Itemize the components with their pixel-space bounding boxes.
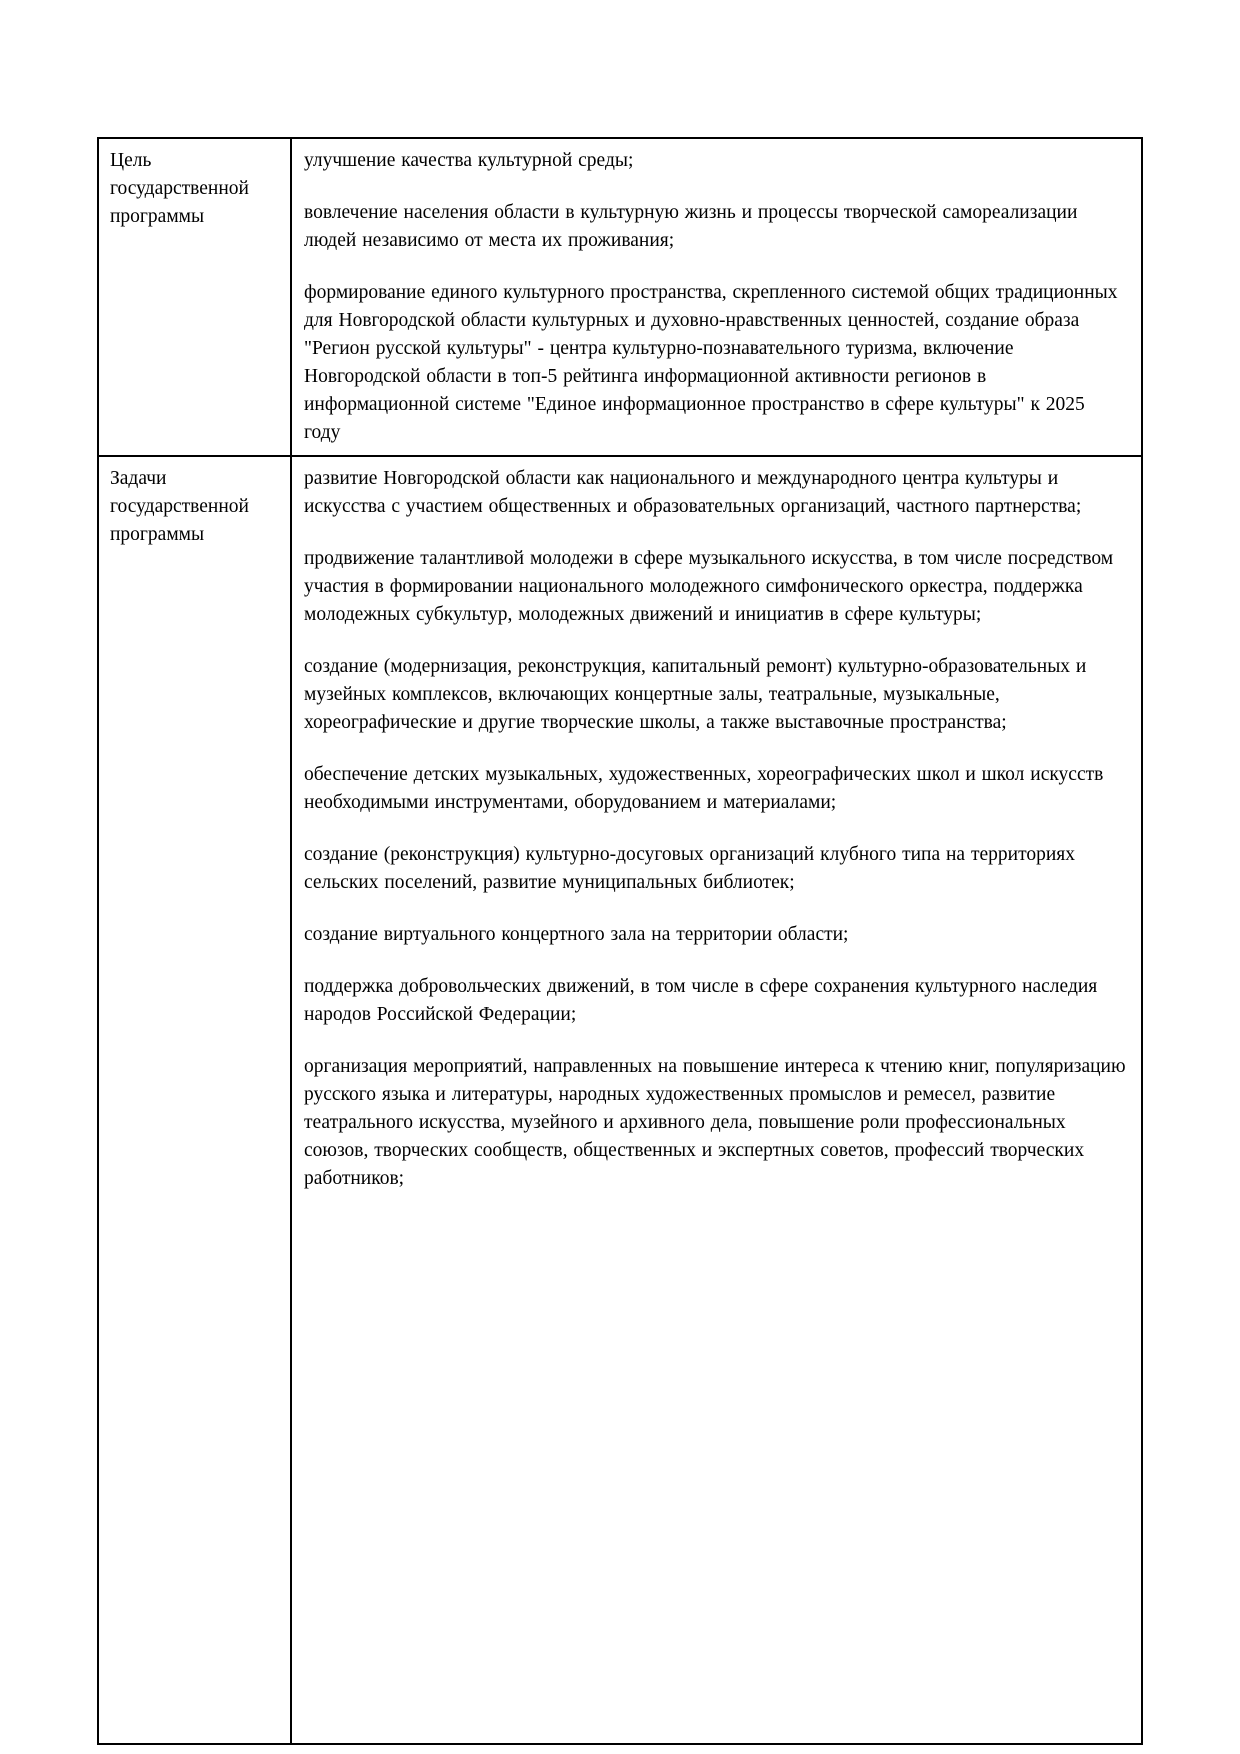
- tasks-row-label: Задачи государственной программы: [110, 468, 249, 545]
- table-row-tasks: [99, 457, 1141, 1743]
- task-paragraph: развитие Новгородской области как национального и международного центра культуры и искусства с участием общественных и образовательных организаций, частного партнерства;: [304, 468, 1082, 517]
- tasks-content-cell: [292, 457, 1141, 1743]
- goal-label-cell: [99, 139, 292, 455]
- tasks-label-cell: [99, 457, 292, 1743]
- table-row-goal: [99, 139, 1141, 457]
- goal-content-cell: [292, 139, 1141, 455]
- goal-paragraph: вовлечение населения области в культурную жизнь и процессы творческой самореализации людей независимо от места их проживания;: [304, 202, 1078, 251]
- goal-row-label: Цель государственной программы: [110, 150, 249, 227]
- task-paragraph: создание (реконструкция) культурно-досуговых организаций клубного типа на территориях сельских поселений, развитие муниципальных библиотек;: [304, 844, 1075, 893]
- task-paragraph: организация мероприятий, направленных на повышение интереса к чтению книг, популяризацию русского языка и литературы, народных художественных промыслов и ремесел, развитие театрального искусства, музейного и архивного дела, повышение роли профессиональных союзов, творческих сообществ, общественных и экспертных советов, профессий творческих работников;: [304, 1056, 1126, 1189]
- task-paragraph: обеспечение детских музыкальных, художественных, хореографических школ и школ искусств необходимыми инструментами, оборудованием и материалами;: [304, 764, 1104, 813]
- task-paragraph: продвижение талантливой молодежи в сфере музыкального искусства, в том числе посредством участия в формировании национального молодежного симфонического оркестра, поддержка молодежных субкультур, молодежных движений и инициатив в сфере культуры;: [304, 548, 1114, 625]
- task-paragraph: создание (модернизация, реконструкция, капитальный ремонт) культурно-образовательных и музейных комплексов, включающих концертные залы, театральные, музыкальные, хореографические и другие творческие школы, а также выставочные пространства;: [304, 656, 1087, 733]
- task-paragraph: создание виртуального концертного зала на территории области;: [304, 924, 849, 945]
- program-table: [97, 137, 1143, 1745]
- goal-paragraph: формирование единого культурного пространства, скрепленного системой общих традиционных для Новгородской области культурных и духовно-нравственных ценностей, создание образа "Регион русской культуры" - центра культурно-познавательного туризма, включение Новгородской области в топ-5 рейтинга информационной активности регионов в информационной системе "Единое информационное пространство в сфере культуры" к 2025 году: [304, 282, 1118, 443]
- task-paragraph: поддержка добровольческих движений, в том числе в сфере сохранения культурного наследия народов Российской Федерации;: [304, 976, 1098, 1025]
- goal-paragraph: улучшение качества культурной среды;: [304, 150, 634, 171]
